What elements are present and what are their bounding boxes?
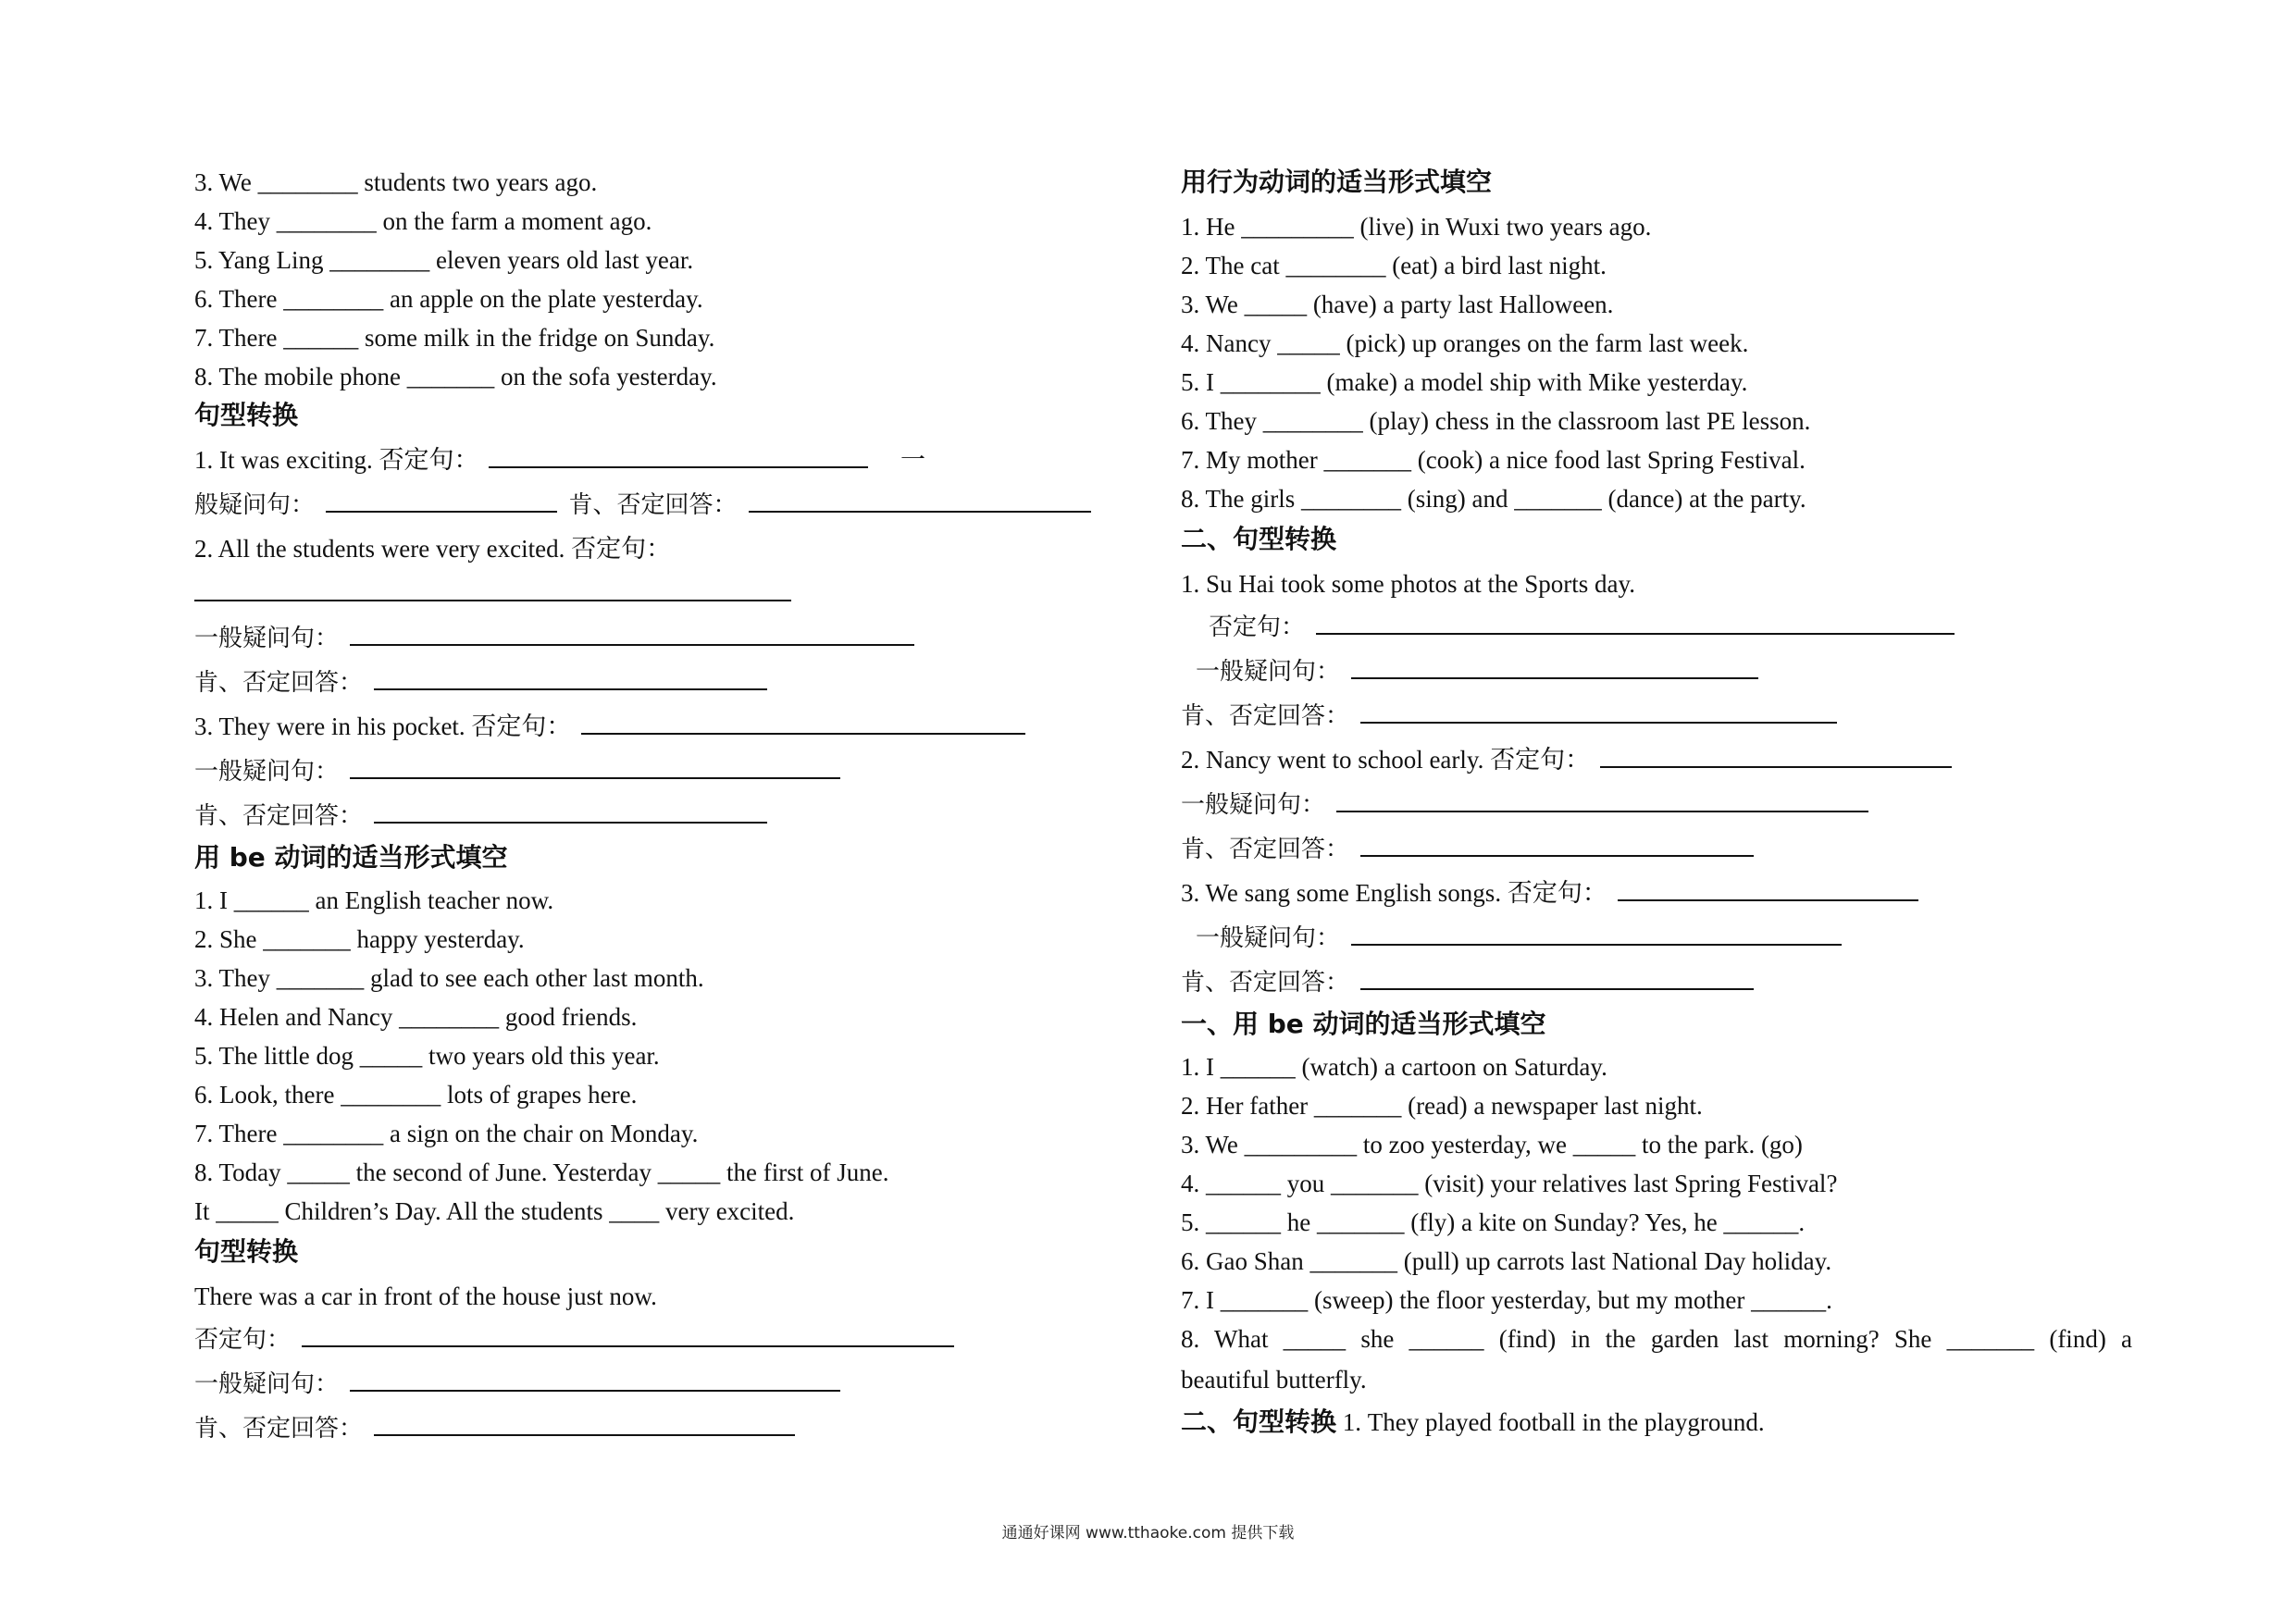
question-label: 肯、否定回答： [194, 669, 364, 697]
be-item: 7. There ________ a sign on the chair on Monday. [194, 1120, 699, 1147]
question-label: 一般疑问句： [194, 1370, 340, 1398]
answer-row [1181, 966, 1757, 998]
be-item: 4. Helen and Nancy ________ good friends. [194, 1003, 638, 1031]
verb-item: 3. We _____ (have) a party last Halloween. [1181, 291, 1614, 318]
answer-blank[interactable] [1336, 788, 1868, 812]
transform-question: 1. Su Hai took some photos at the Sports day. [1181, 570, 1635, 598]
section-title: 用 be 动词的适当形式填空 [194, 842, 508, 873]
answer-blank[interactable] [350, 1368, 840, 1392]
transform-question [194, 489, 1095, 521]
answer-row [1181, 788, 1872, 821]
answer-row [194, 666, 771, 699]
section-title: 句型转换 [194, 400, 299, 430]
be-item: 5. ______ he _______ (fly) a kite on Sunday? Yes, he ______. [1181, 1208, 1806, 1236]
answer-row [194, 1368, 844, 1400]
transform-question [194, 444, 925, 476]
section-title-inline [1181, 1406, 1765, 1438]
question-label: 一般疑问句： [1196, 658, 1341, 686]
be-item: 4. They ________ on the farm a moment ago. [194, 207, 652, 235]
answer-row [194, 622, 918, 654]
answer-row [1196, 655, 1762, 688]
transform-question: 2. All the students were very excited. 否定句： [194, 535, 672, 563]
be-item: 6. Gao Shan _______ (pull) up carrots last National Day holiday. [1181, 1247, 1832, 1275]
transform-question [1181, 744, 1955, 775]
question-text: 2. Nancy went to school early. 否定句： [1181, 746, 1591, 774]
transform-question: There was a car in front of the house just now. [194, 1282, 657, 1310]
verb-item: 5. I ________ (make) a model ship with Mike yesterday. [1181, 368, 1748, 396]
question-label: 一般疑问句： [1181, 791, 1326, 819]
be-item: 4. ______ you _______ (visit) your relatives last Spring Festival? [1181, 1170, 1838, 1197]
answer-blank[interactable] [374, 799, 767, 824]
verb-item: 2. The cat ________ (eat) a bird last night. [1181, 252, 1607, 279]
verb-item: 4. Nancy _____ (pick) up oranges on the farm last week. [1181, 329, 1749, 357]
answer-blank[interactable] [1316, 611, 1955, 635]
answer-row [194, 799, 771, 832]
be-item: 3. We ________ students two years ago. [194, 168, 598, 196]
be-item: 1. I ______ an English teacher now. [194, 886, 554, 914]
question-text: 3. We sang some English songs. 否定句： [1181, 879, 1607, 907]
wrap-text: 一 [900, 446, 925, 474]
question-label: 肯、否定回答： [1181, 702, 1350, 730]
answer-blank[interactable] [194, 577, 791, 601]
page-footer: 通通好课网 www.tthaoke.com 提供下载 [1001, 1524, 1295, 1542]
be-item: 8. The mobile phone _______ on the sofa yesterday. [194, 363, 717, 390]
answer-row [1181, 700, 1841, 732]
be-item-continued: beautiful butterfly. [1181, 1366, 1367, 1394]
answer-blank[interactable] [350, 755, 840, 779]
verb-item: 7. My mother _______ (cook) a nice food last Spring Festival. [1181, 446, 1806, 474]
question-label: 肯、否定回答： [194, 1415, 364, 1443]
answer-blank[interactable] [1600, 744, 1952, 768]
be-item: 5. Yang Ling ________ eleven years old last year. [194, 246, 694, 274]
answer-blank[interactable] [1360, 966, 1754, 990]
transform-question [1181, 877, 1922, 909]
answer-blank[interactable] [1618, 877, 1918, 901]
answer-row [194, 755, 844, 787]
answer-blank[interactable] [1351, 922, 1842, 946]
be-item: 5. The little dog _____ two years old this year. [194, 1042, 660, 1070]
question-text: 3. They were in his pocket. 否定句： [194, 712, 572, 740]
question-label: 般疑问句： [194, 491, 316, 519]
section-title: 用行为动词的适当形式填空 [1181, 167, 1493, 197]
be-item: 7. There ______ some milk in the fridge on Sunday. [194, 324, 715, 352]
be-item: 7. I _______ (sweep) the floor yesterday, but my mother ______. [1181, 1286, 1832, 1314]
question-text: 1. It was exciting. 否定句： [194, 446, 479, 474]
question-label: 肯、否定回答： [1181, 969, 1350, 997]
answer-row [194, 1412, 799, 1444]
section-title: 句型转换 [194, 1236, 299, 1267]
answer-row [1209, 611, 1958, 643]
answer-blank[interactable] [350, 622, 914, 646]
transform-question [194, 711, 1029, 742]
verb-item: 6. They ________ (play) chess in the classroom last PE lesson. [1181, 407, 1811, 435]
section-title: 一、用 be 动词的适当形式填空 [1181, 1009, 1546, 1039]
verb-item: 1. He _________ (live) in Wuxi two years ago. [1181, 213, 1652, 241]
answer-blank[interactable] [374, 666, 767, 690]
be-item: 6. Look, there ________ lots of grapes here. [194, 1081, 638, 1109]
answer-blank[interactable] [1360, 833, 1754, 857]
answer-row [194, 1323, 958, 1356]
question-label: 一般疑问句： [194, 758, 340, 786]
answer-blank[interactable] [1360, 700, 1837, 724]
question-label: 否定句： [1209, 613, 1306, 641]
section-title: 二、句型转换 [1181, 1406, 1337, 1437]
answer-row [1196, 922, 1845, 954]
answer-blank[interactable] [581, 711, 1025, 735]
answer-blank[interactable] [326, 489, 557, 513]
answer-row [194, 577, 795, 609]
be-item: 2. Her father _______ (read) a newspaper last night. [1181, 1092, 1703, 1120]
question-label: 否定句： [194, 1326, 292, 1354]
verb-item: 8. The girls ________ (sing) and _______ (dance) at the party. [1181, 485, 1806, 513]
be-item: 8. What _____ she ______ (find) in the garden last morning? She _______ (find) a [1181, 1325, 2132, 1353]
answer-blank[interactable] [489, 444, 868, 468]
be-item: 8. Today _____ the second of June. Yesterday _____ the first of June. [194, 1158, 889, 1186]
question-label: 一般疑问句： [1196, 924, 1341, 952]
question-label: 肯、否定回答： [1181, 836, 1350, 863]
be-item: 3. They _______ glad to see each other last month. [194, 964, 704, 992]
be-item: 3. We _________ to zoo yesterday, we _____ to the park. (go) [1181, 1131, 1803, 1158]
be-item: 1. I ______ (watch) a cartoon on Saturday. [1181, 1053, 1607, 1081]
answer-blank[interactable] [749, 489, 1091, 513]
be-item: 6. There ________ an apple on the plate yesterday. [194, 285, 703, 313]
question-label: 一般疑问句： [194, 625, 340, 652]
answer-row [1181, 833, 1757, 865]
question-label: 肯、否定回答： [568, 491, 738, 519]
answer-blank[interactable] [374, 1412, 795, 1436]
answer-blank[interactable] [302, 1323, 954, 1347]
section-title: 二、句型转换 [1181, 524, 1337, 554]
be-item: 2. She _______ happy yesterday. [194, 925, 525, 953]
question-text: 1. They played football in the playground. [1336, 1408, 1765, 1436]
be-item: It _____ Children’s Day. All the students ____ very excited. [194, 1197, 795, 1225]
question-label: 肯、否定回答： [194, 802, 364, 830]
answer-blank[interactable] [1351, 655, 1758, 679]
